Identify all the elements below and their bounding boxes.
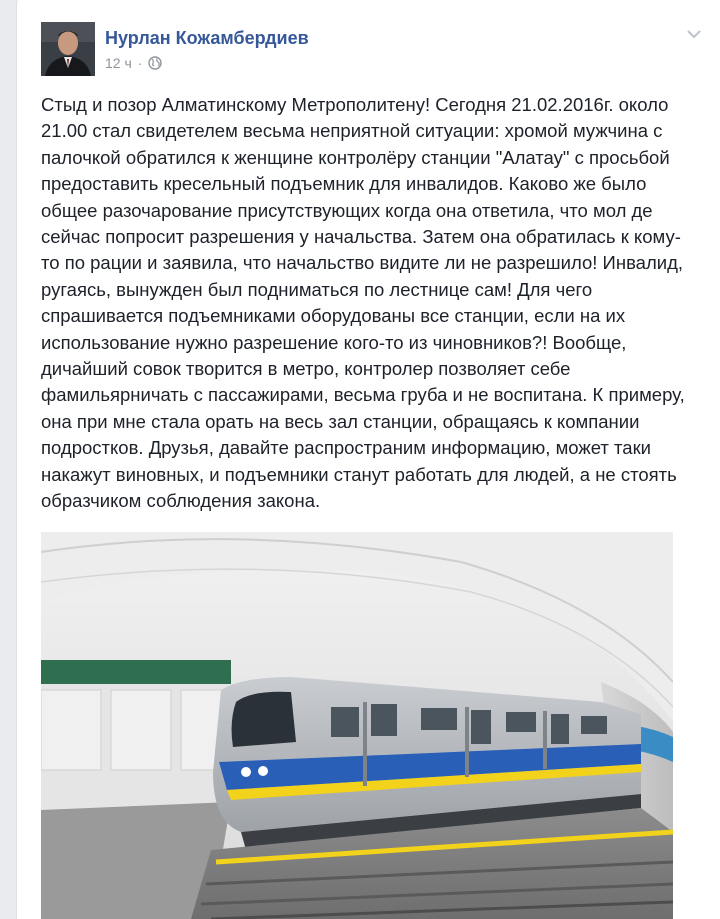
avatar[interactable] [41,22,95,76]
globe-icon[interactable] [148,56,162,70]
chevron-down-icon[interactable] [686,28,702,40]
post-card [16,0,720,919]
post-meta [105,55,162,71]
author-name[interactable]: Нурлан Кожамбердиев [105,28,309,48]
post-photo[interactable] [41,532,673,919]
metro-train-image [41,532,673,919]
meta-separator: · [137,55,143,71]
post-text: Стыд и позор Алматинскому Метрополитену! Сегодня 21.02.2016г. около 21.00 стал свидетелем весьма неприятной ситуации: хромой мужчина с палочкой обратился к женщине контролёру станции "Алатау" с просьбой предоставить кресельный подъемник для инвалидов. Каково же было общее разочарование присутствующих когда она ответила, что мол де сейчас попросит разрешения у начальства. Затем она обратилась к кому-то по рации и заявила, что начальство видите ли не разрешило! Инвалид, ругаясь, вынужден был подниматься по лестнице сам! Для чего спрашивается подъемниками оборудованы все станции, если на их использование нужно разрешение кого-то из чиновников?! Вообще, дичайший совок творится в метро, контролер позволяет себе фамильярничать с пассажирами, весьма груба и не воспитана. К примеру, она при мне стала орать на весь зал станции, обращаясь к компании подростков. Друзья, давайте распространим информацию, может таки накажут виновных, и подъемники станут работать для людей, а не стоять образчиком соблюдения закона. [41,94,685,512]
avatar-image [41,22,95,76]
post-timestamp[interactable]: 12 ч [105,55,132,71]
